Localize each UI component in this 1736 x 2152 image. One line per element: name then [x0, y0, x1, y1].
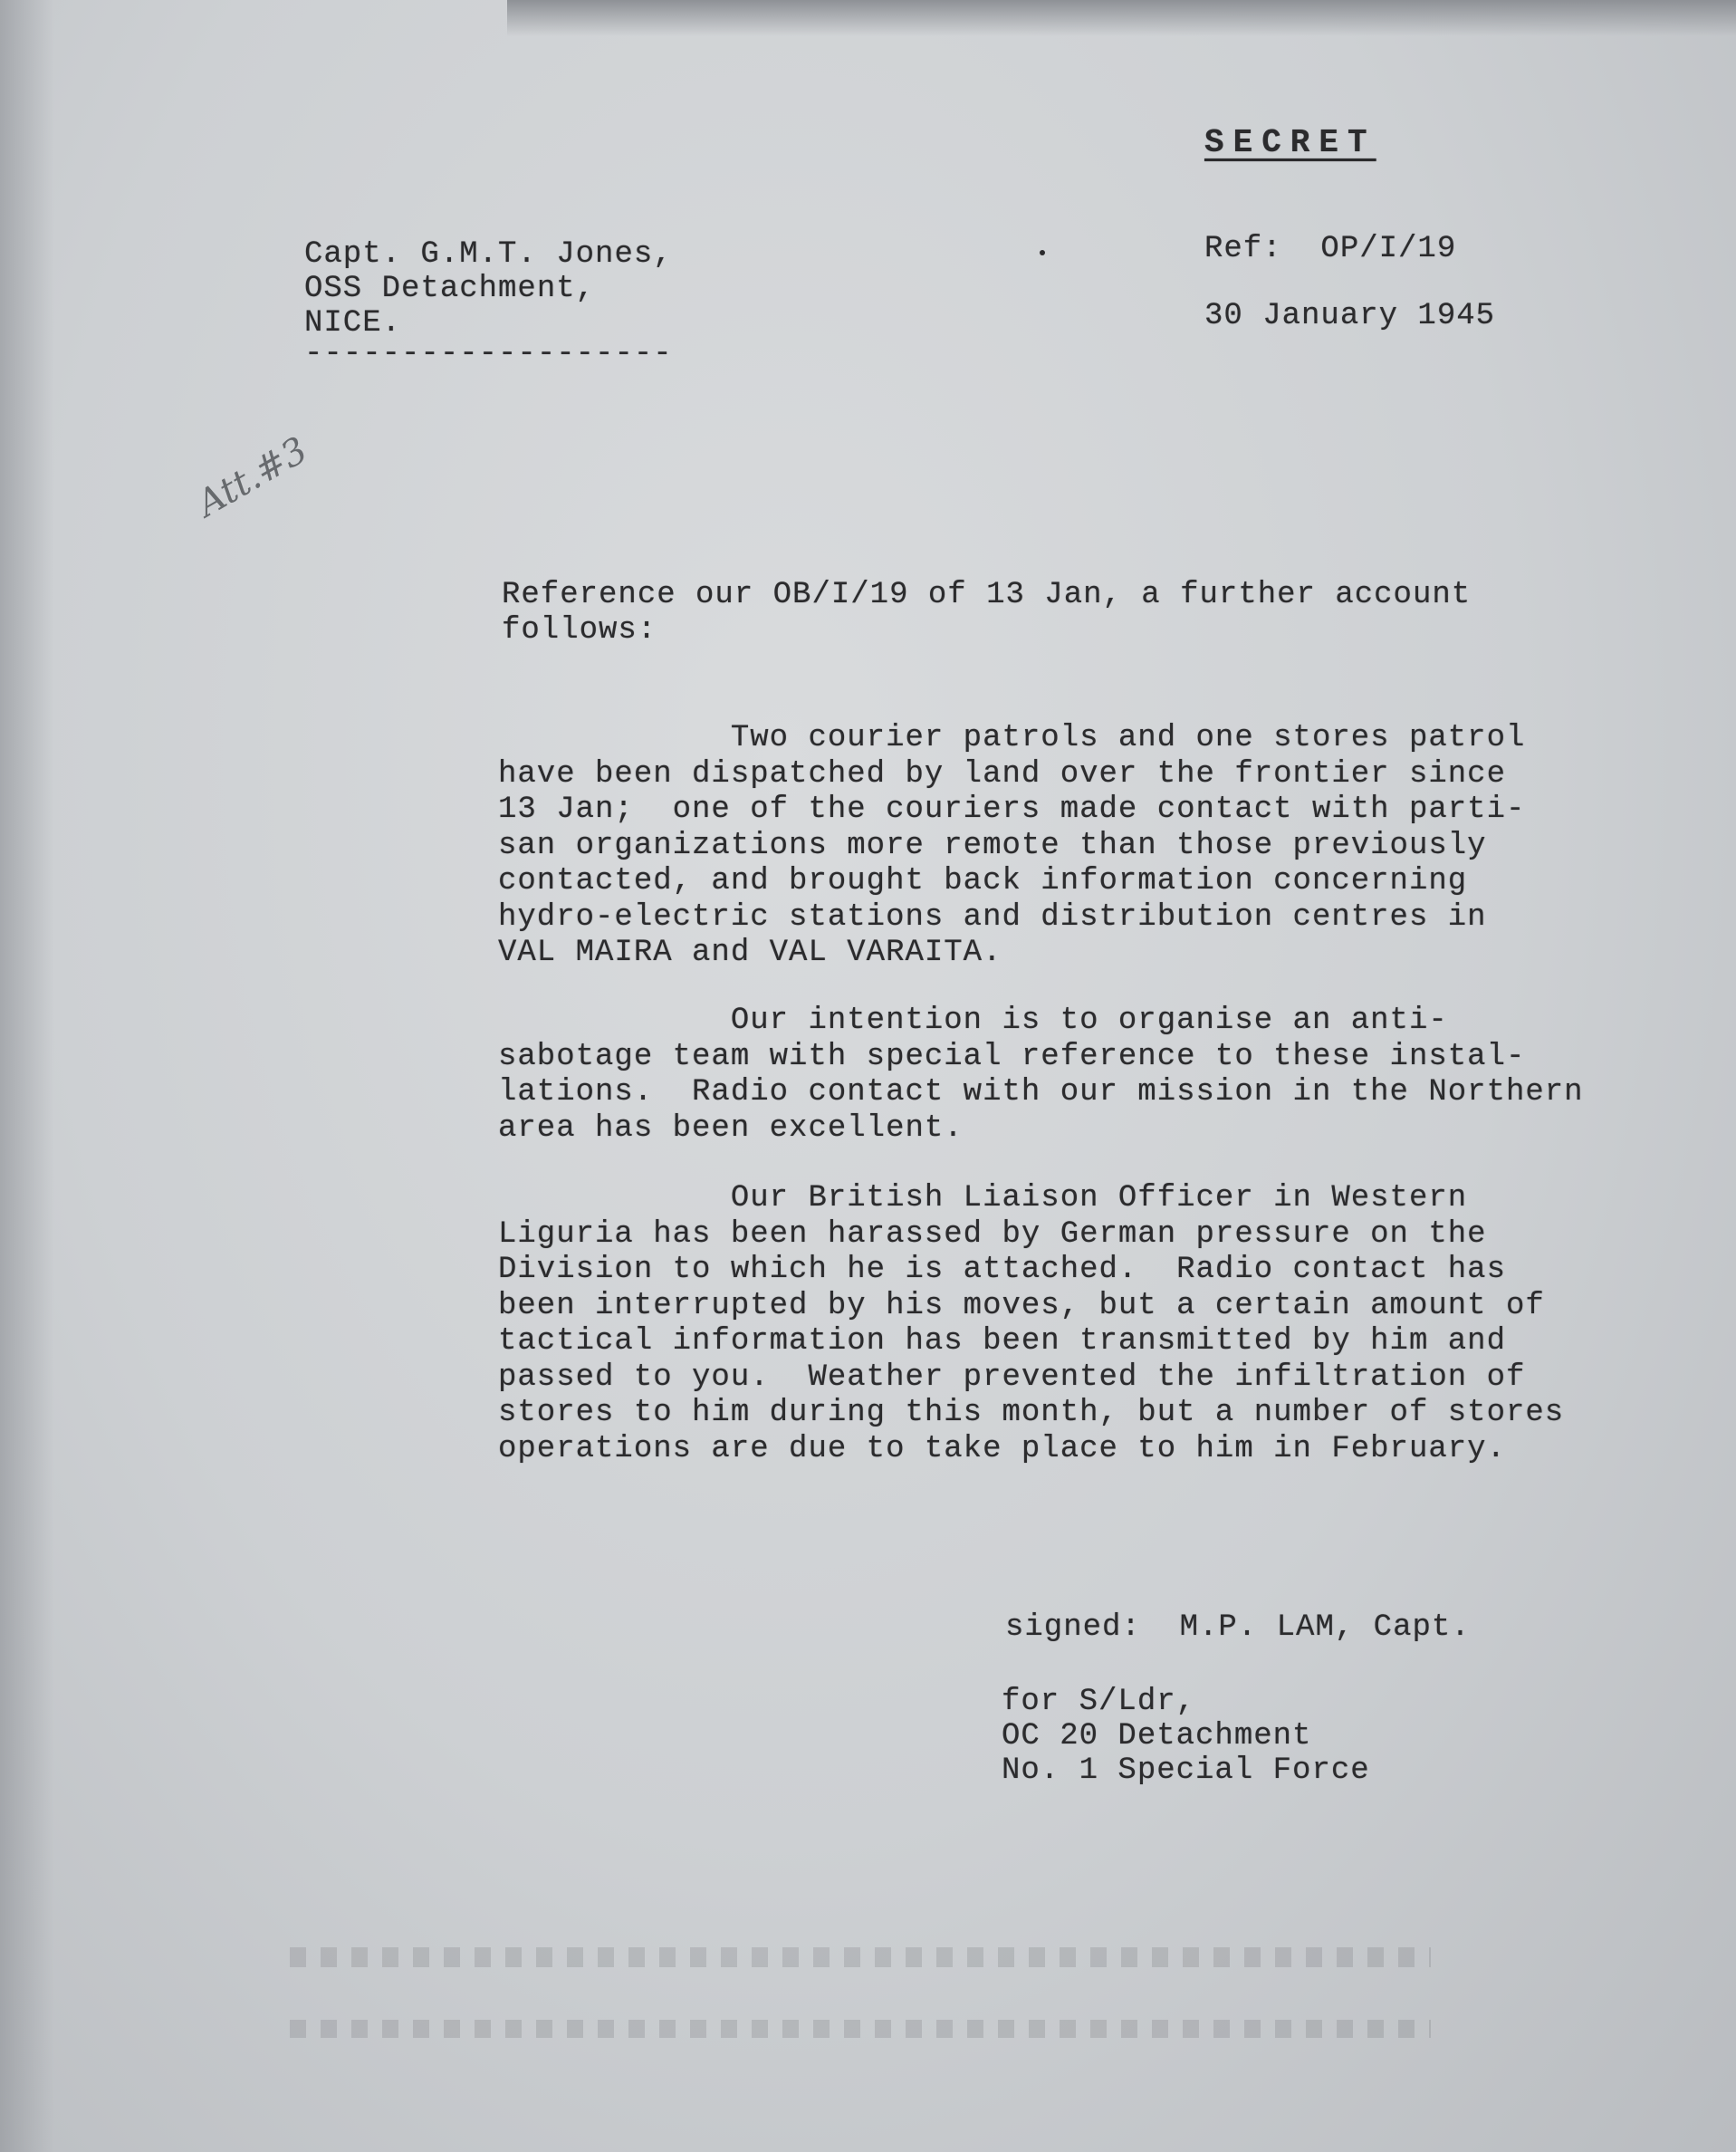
stray-ink-dot: [1040, 250, 1045, 255]
intro-paragraph: Reference our OB/I/19 of 13 Jan, a further account follows:: [502, 578, 1472, 648]
signatory-line: OC 20 Detachment: [1002, 1719, 1312, 1753]
body-paragraph: Our intention is to organise an anti- sabotage team with special reference to these instal- lations. Radio contact with our mission in the Northern area has been excellent.: [498, 1004, 1584, 1146]
addressee-line: OSS Detachment,: [304, 272, 596, 306]
reference-number: Ref: OP/I/19: [1204, 232, 1457, 266]
bleed-through-text: [290, 1947, 1431, 2092]
body-paragraph: Two courier patrols and one stores patrol have been dispatched by land over the frontier since 13 Jan; one of the couriers made contact with parti- san organizations more remote than those previously contacted, and brought back information concerning hydro-electric stations and distribution centres in VAL MAIRA and VAL VARAITA.: [498, 721, 1526, 970]
document-date: 30 January 1945: [1204, 299, 1496, 333]
signature-line: signed: M.P. LAM, Capt.: [1005, 1610, 1471, 1645]
body-paragraph: Our British Liaison Officer in Western Liguria has been harassed by German pressure on the Division to which he is attached. Radio contact has been interrupted by his moves, but a certain amount of tactical information has been transmitted by him and passed to you. Weather prevented the infiltration of stores to him during this month, but a number of stores operations are due to take place to him in February.: [498, 1181, 1565, 1466]
classification-marking: SECRET: [1204, 124, 1376, 161]
page-shadow-top: [507, 0, 1736, 36]
addressee-line: Capt. G.M.T. Jones,: [304, 237, 673, 272]
page-shadow-left: [0, 0, 54, 2152]
handwritten-annotation: Att.#3: [190, 428, 315, 525]
addressee-rule: -------------------: [304, 337, 673, 371]
signatory-line: for S/Ldr,: [1002, 1685, 1196, 1719]
signatory-block: [1002, 1685, 1370, 1788]
addressee-line: NICE.: [304, 306, 402, 341]
signatory-line: No. 1 Special Force: [1002, 1753, 1370, 1788]
addressee-block: [304, 237, 673, 341]
